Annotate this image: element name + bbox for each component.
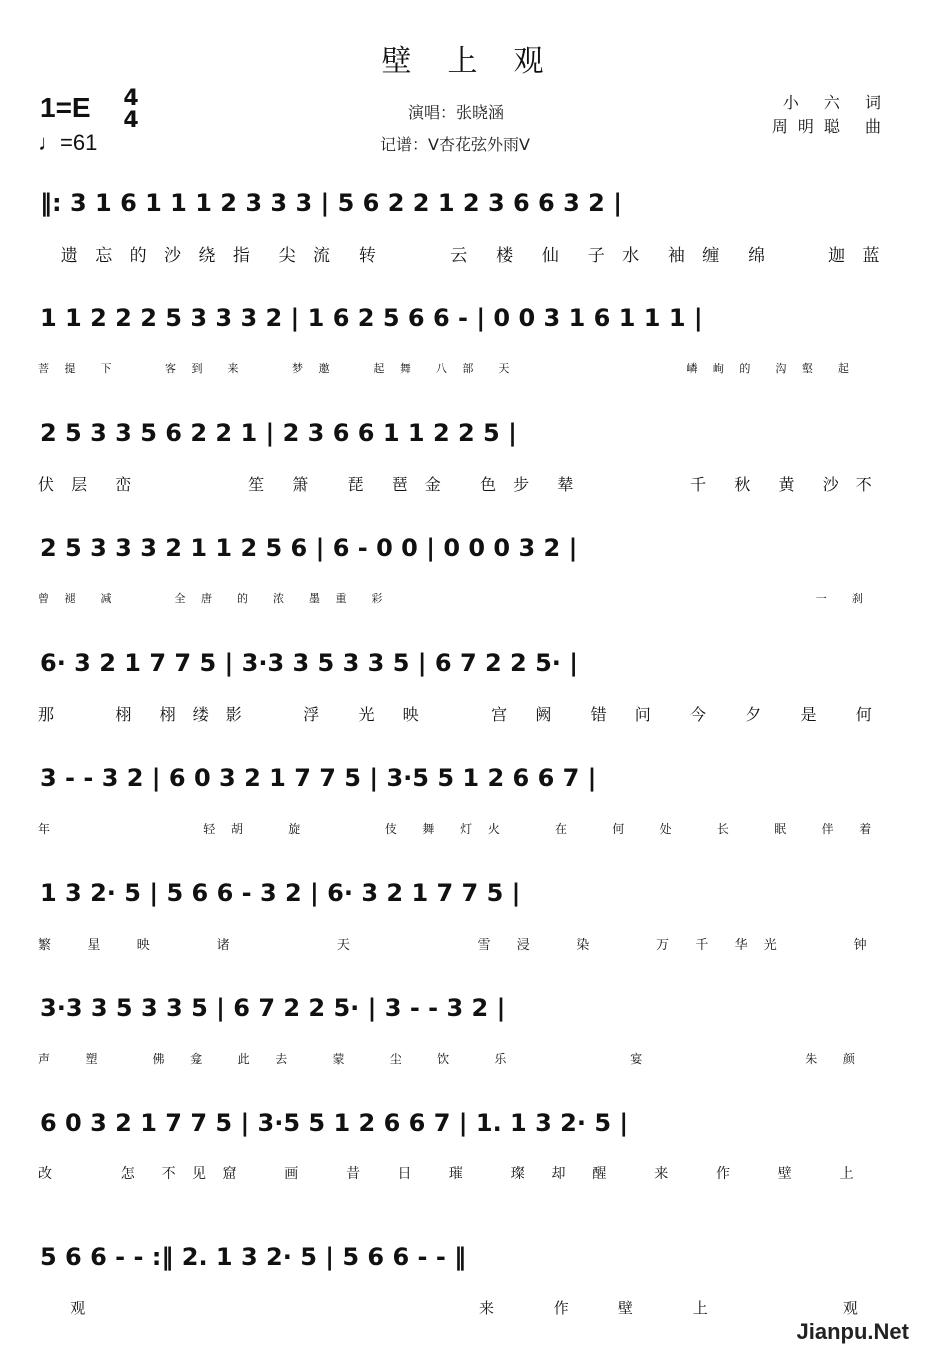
score-row xyxy=(0,523,925,633)
lyric-line: 遗 忘 的 沙 绕 指 尖 流 转 云 楼 仙 子 水 袖 缠 绵 迦 蓝 xyxy=(38,245,886,266)
song-title: 壁上观 xyxy=(381,44,580,79)
note-line: 2 5 3 3 3 2 1 1 2 5 6 | 6 - 0 0 | 0 0 0 3 2 | xyxy=(40,534,578,562)
watermark: Jianpu.Net xyxy=(796,1319,909,1344)
score-row xyxy=(0,1098,925,1208)
score-row xyxy=(0,638,925,748)
lyric-line: 曾 褪 减 全 唐 的 浓 墨 重 彩 一 刹 xyxy=(38,592,869,605)
score-row xyxy=(0,1232,925,1342)
score-row xyxy=(0,293,925,403)
note-line: 3·3 3 5 3 3 5 | 6 7 2 2 5· | 3 - - 3 2 | xyxy=(40,994,506,1022)
tempo-marking: ♩=61 xyxy=(38,130,98,155)
note-line: 6· 3 2 1 7 7 5 | 3·3 3 5 3 3 5 | 6 7 2 2 5· | xyxy=(40,649,579,677)
lyricist-credit: 小 六 词 xyxy=(782,93,891,112)
time-signature xyxy=(118,88,144,132)
lyric-line: 那 栩 栩 缕 影 浮 光 映 宫 阙 错 问 今 夕 是 何 xyxy=(38,704,878,724)
lyric-line: 改 怎 不 见 窟 画 昔 日 璀 璨 却 醒 来 作 壁 上 xyxy=(38,1166,860,1182)
lyric-line: 声 塑 佛 龛 此 去 蒙 尘 饮 乐 宴 朱 颜 xyxy=(38,1051,861,1066)
lyric-line: 观 来 作 壁 上 观 xyxy=(38,1298,864,1317)
key-signature: 1=E xyxy=(40,92,91,123)
lyric-line: 菩 提 下 客 到 来 梦 邀 起 舞 八 部 天 嶙 峋 的 沟 壑 起 xyxy=(38,362,855,375)
note-line: 6 0 3 2 1 7 7 5 | 3·5 5 1 2 6 6 7 | 1. 1 3 2· 5 | xyxy=(40,1109,629,1137)
lyric-line: 繁 星 映 诸 天 雪 浸 染 万 千 华 光 钟 xyxy=(38,937,873,953)
note-line: 1 3 2· 5 | 5 6 6 - 3 2 | 6· 3 2 1 7 7 5 | xyxy=(40,879,521,907)
transcriber-credit: 记谱：V杏花弦外雨V xyxy=(380,135,530,154)
lyric-line: 年 轻 胡 旋 伎 舞 灯 火 在 何 处 长 眠 伴 着 xyxy=(38,821,878,836)
score-row xyxy=(0,178,925,288)
meter-top: 4 xyxy=(123,86,139,111)
note-line: 2 5 3 3 5 6 2 2 1 | 2 3 6 6 1 1 2 2 5 | xyxy=(40,419,517,447)
note-line: ‖: 3 1 6 1 1 1 2 3 3 3 | 5 6 2 2 1 2 3 6 6 3 2 | xyxy=(40,189,622,217)
note-line: 5 6 6 - - :‖ 2. 1 3 2· 5 | 5 6 6 - - ‖ xyxy=(40,1243,467,1271)
score-row xyxy=(0,753,925,863)
singer-credit: 演唱：张晓涵 xyxy=(408,103,505,122)
note-line: 3 - - 3 2 | 6 0 3 2 1 7 7 5 | 3·5 5 1 2 6 6 7 | xyxy=(40,764,597,792)
score-row xyxy=(0,408,925,518)
score-row xyxy=(0,868,925,978)
note-line: 1 1 2 2 2 5 3 3 3 2 | 1 6 2 5 6 6 - | 0 0 3 1 6 1 1 1 | xyxy=(40,304,703,332)
meter-bottom: 4 xyxy=(123,108,139,133)
score-row xyxy=(0,983,925,1093)
lyric-line: 伏 层 峦 笙 箫 琵 琶 金 色 步 辇 千 秋 黄 沙 不 xyxy=(38,474,878,494)
composer-credit: 周明聪 曲 xyxy=(771,117,891,136)
